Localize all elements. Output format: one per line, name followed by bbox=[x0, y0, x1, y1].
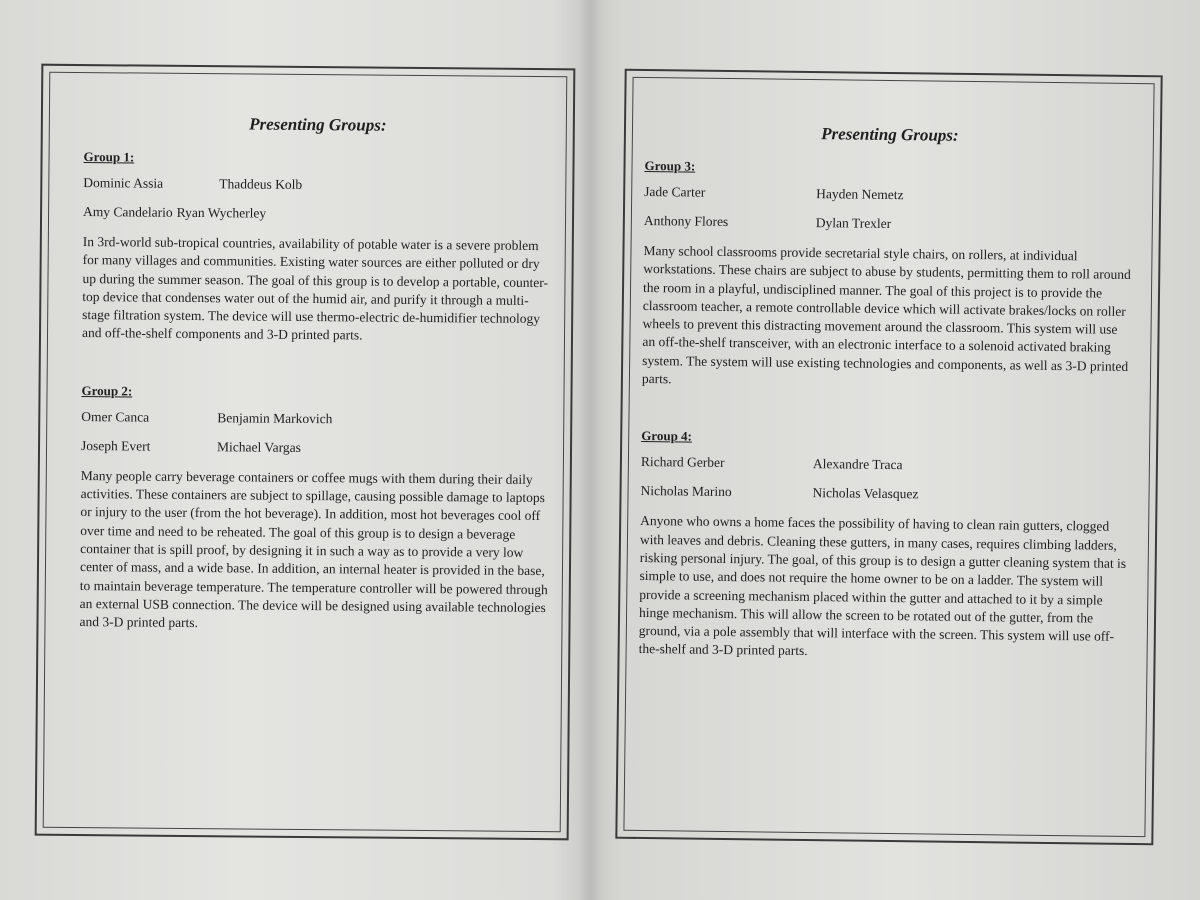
group-4-title: Group 4: bbox=[641, 428, 693, 444]
group-1-members-row-1 bbox=[83, 175, 551, 195]
member-name: Dylan Trexler bbox=[815, 215, 892, 232]
member-name: Jade Carter bbox=[644, 183, 706, 200]
group-2-members-row-2 bbox=[81, 438, 549, 458]
member-name: Anthony Flores bbox=[643, 212, 729, 230]
group-4 bbox=[639, 428, 1132, 664]
member-name: Richard Gerber bbox=[640, 454, 725, 471]
group-3-members-row-2 bbox=[644, 213, 1134, 235]
member-name: Amy Candelario bbox=[83, 204, 173, 220]
member-name: Alexandre Traca bbox=[812, 456, 903, 473]
group-2 bbox=[79, 383, 549, 636]
right-page-heading: Presenting Groups: bbox=[821, 124, 959, 145]
member-name: Thaddeus Kolb bbox=[219, 176, 303, 192]
member-name: Nicholas Velasquez bbox=[812, 485, 919, 502]
right-page-inner-border bbox=[623, 77, 1154, 837]
center-fold bbox=[578, 0, 604, 900]
group-2-description: Many people carry beverage containers or coffee mugs with them during their daily activities. These containers are subject to spillage, causing possible damage to laptops or injury to the user (from the hot beverage). In addition, most hot beverages cool off over time and need to be reheated. The goal of this group is to design a beverage container that is spill proof, by designing it in such a way as to provide a very low center of mass, and a wide base. In addition, an internal heater is provided in the base, to maintain beverage temperature. The temperature controller will be powered through an external USB connection. The device will be designed using available technologies and 3-D printed parts. bbox=[79, 467, 548, 631]
member-name: Dominic Assia bbox=[83, 175, 164, 191]
member-name: Nicholas Marino bbox=[640, 483, 732, 500]
group-3-title: Group 3: bbox=[644, 157, 696, 174]
member-name: Michael Vargas bbox=[216, 439, 301, 455]
member-name: Benjamin Markovich bbox=[217, 410, 333, 427]
left-page bbox=[35, 64, 576, 841]
group-1-title: Group 1: bbox=[83, 149, 135, 165]
group-3-members-row-1 bbox=[644, 184, 1134, 206]
group-4-members-row-1 bbox=[641, 454, 1131, 476]
group-1-members-row-2 bbox=[83, 204, 551, 224]
member-name: Joseph Evert bbox=[80, 437, 151, 454]
group-1-description: In 3rd-world sub-tropical countries, availability of potable water is a severe problem for many villages and communities. Existing water sources are either polluted or dry up during the summer season. The goal of this group is to develop a portable, counter-top device that condenses water out of the humid air, and purify it through a multi-stage filtration system. The device will use thermo-electric de-humidifier technology and off-the-shelf components and 3-D printed parts. bbox=[81, 234, 549, 343]
member-name: Hayden Nemetz bbox=[816, 186, 904, 203]
left-page-inner-border bbox=[43, 72, 568, 832]
right-page bbox=[615, 69, 1162, 846]
group-4-members-row-2 bbox=[640, 483, 1130, 505]
group-2-title: Group 2: bbox=[81, 382, 133, 399]
group-4-description: Anyone who owns a home faces the possibility of having to clean rain gutters, clogged with leaves and debris. Cleaning these gutters, in many cases, requires climbing ladders, risking personal injury. The goal, of this group is to design a gutter cleaning system that is simple to use, and does not require the home owner to be on a ladder. The system will provide a screening mechanism placed within the gutter and attached to it by a simple hinge mechanism. This will allow the screen to be rotated out of the gutter, from the ground, via a pole assembly that will interface with the screen. This system will use off-the-shelf and 3-D printed parts. bbox=[638, 513, 1127, 659]
left-page-heading: Presenting Groups: bbox=[249, 114, 387, 135]
group-3 bbox=[642, 158, 1135, 394]
group-2-members-row-1 bbox=[81, 409, 549, 429]
member-name: Ryan Wycherley bbox=[176, 204, 267, 221]
group-1 bbox=[82, 149, 552, 347]
member-name: Omer Canca bbox=[81, 408, 150, 425]
group-3-description: Many school classrooms provide secretarial style chairs, on rollers, at individual workstations. These chairs are subject to abuse by students, permitting them to roll around the room in a playful, undisciplined manner. The goal of this project is to provide the classroom teacher, a remote controllable device which will activate brakes/locks on roller wheels to prevent this distracting movement around the classroom. This system will use an off-the-shelf transceiver, with an electronic interface to a solenoid activated braking system. The system will use existing technologies and components, as well as 3-D printed parts. bbox=[641, 242, 1131, 387]
